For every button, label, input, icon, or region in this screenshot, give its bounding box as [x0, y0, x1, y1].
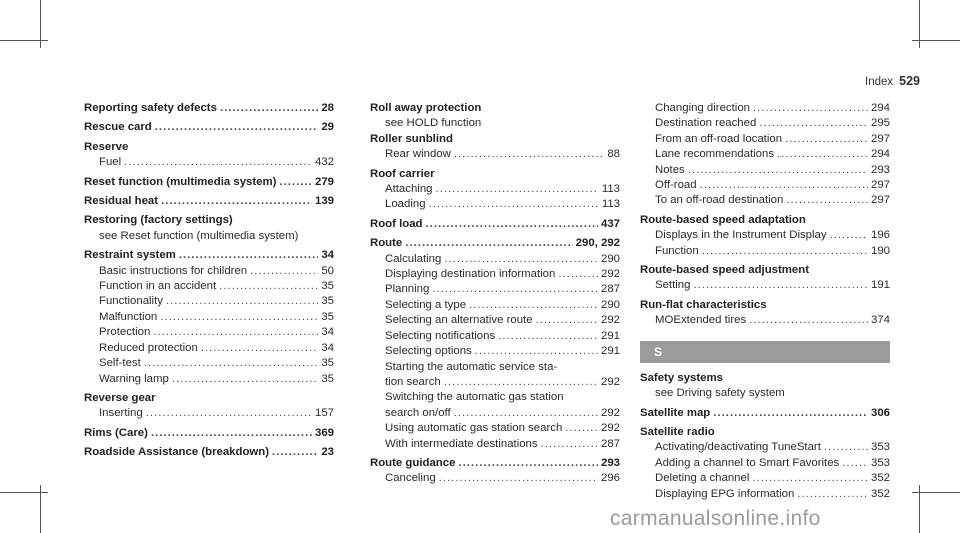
index-heading: Satellite radio	[640, 425, 715, 438]
index-entry[interactable]: Rims (Care) ..... 369	[84, 426, 334, 441]
index-heading: Reserve	[84, 140, 129, 153]
index-subentry[interactable]: Loading ..... 113	[370, 197, 620, 212]
index-subentry[interactable]: Selecting notifications ..... 291	[370, 329, 620, 344]
see-reference[interactable]: see Reset function (multimedia system)	[99, 229, 299, 242]
index-subentry[interactable]: Rear window ..... 88	[370, 147, 620, 162]
index-heading: Run-flat characteristics	[640, 298, 767, 311]
index-subentry[interactable]: To an off-road destination ..... 297	[640, 193, 890, 208]
index-subentry[interactable]: Attaching ..... 113	[370, 182, 620, 197]
see-reference[interactable]: see Driving safety system	[655, 387, 785, 400]
index-heading: Route-based speed adjustment	[640, 264, 809, 277]
index-subentry[interactable]: Canceling ..... 296	[370, 471, 620, 486]
index-subentry[interactable]: Deleting a channel ..... 352	[640, 471, 890, 486]
index-heading: Route-based speed adaptation	[640, 213, 806, 226]
index-entry[interactable]: Reporting safety defects ..... 28	[84, 101, 334, 116]
index-subentry[interactable]: Setting ..... 191	[640, 278, 890, 293]
crop-mark	[0, 492, 48, 493]
index-entry[interactable]: Roof load ..... 437	[370, 217, 620, 232]
index-subentry-line[interactable]: Starting the automatic service sta-	[385, 360, 558, 373]
index-entry[interactable]: Route ..... 290, 292	[370, 236, 620, 251]
index-subentry[interactable]: Selecting a type ..... 290	[370, 298, 620, 313]
index-subentry[interactable]: Warning lamp ..... 35	[84, 372, 334, 387]
index-entry[interactable]: Route guidance ..... 293	[370, 456, 620, 471]
index-subentry[interactable]: Self-test ..... 35	[84, 356, 334, 371]
index-subentry[interactable]: Malfunction ..... 35	[84, 310, 334, 325]
crop-mark	[912, 492, 960, 493]
page-title: Index	[865, 76, 894, 88]
section-letter-bar: S	[640, 341, 890, 363]
index-subentry[interactable]: Planning ..... 287	[370, 282, 620, 297]
index-subentry[interactable]: MOExtended tires ..... 374	[640, 313, 890, 328]
index-subentry[interactable]: Adding a channel to Smart Favorites ..... 353	[640, 456, 890, 471]
index-subentry[interactable]: Changing direction ..... 294	[640, 101, 890, 116]
index-heading: Roll away protection	[370, 102, 482, 114]
index-entry[interactable]: Roadside Assistance (breakdown) ..... 23	[84, 445, 334, 460]
index-entry[interactable]: Restraint system ..... 34	[84, 248, 334, 263]
index-heading: Safety systems	[640, 371, 723, 384]
index-column-2	[370, 101, 620, 487]
page-header	[865, 74, 920, 88]
index-subentry[interactable]: Basic instructions for children ..... 50	[84, 264, 334, 279]
index-column-3	[640, 101, 890, 502]
index-subentry[interactable]: Calculating ..... 290	[370, 252, 620, 267]
index-subentry[interactable]: Displaying EPG information ..... 352	[640, 487, 890, 502]
index-subentry[interactable]: Selecting options ..... 291	[370, 344, 620, 359]
index-subentry[interactable]: Using automatic gas station search ..... 292	[370, 421, 620, 436]
index-subentry[interactable]: Function ..... 190	[640, 244, 890, 259]
index-subentry[interactable]: Inserting ..... 157	[84, 406, 334, 421]
index-heading: Roof carrier	[370, 167, 435, 180]
page-number: 529	[899, 74, 920, 88]
index-entry[interactable]: Reset function (multimedia system) ..... 279	[84, 175, 334, 190]
watermark-text: carmanualsonline.info	[610, 507, 821, 530]
index-subentry[interactable]: Notes ..... 293	[640, 163, 890, 178]
index-subentry[interactable]: search on/off ..... 292	[370, 406, 620, 421]
index-subentry[interactable]: Off-road ..... 297	[640, 178, 890, 193]
index-entry[interactable]: Rescue card ..... 29	[84, 120, 334, 135]
index-subentry[interactable]: Destination reached ..... 295	[640, 116, 890, 131]
index-subentry[interactable]: Lane recommendations ..... 294	[640, 147, 890, 162]
index-subentry[interactable]: Selecting an alternative route ..... 292	[370, 313, 620, 328]
index-entry[interactable]: Residual heat ..... 139	[84, 194, 334, 209]
index-subentry[interactable]: Protection ..... 34	[84, 325, 334, 340]
index-heading: Restoring (factory settings)	[84, 214, 233, 227]
crop-mark	[912, 40, 960, 41]
index-subentry[interactable]: Functionality ..... 35	[84, 294, 334, 309]
index-subentry[interactable]: Reduced protection ..... 34	[84, 341, 334, 356]
index-subentry[interactable]: Activating/deactivating TuneStart ..... 353	[640, 440, 890, 455]
index-entry[interactable]: Satellite map ..... 306	[640, 406, 890, 421]
index-subentry-line[interactable]: Switching the automatic gas station	[385, 391, 564, 404]
index-heading: Roller sunblind	[370, 132, 453, 145]
index-subentry[interactable]: Displays in the Instrument Display ..... 196	[640, 228, 890, 243]
index-subentry[interactable]: Function in an accident ..... 35	[84, 279, 334, 294]
index-column-1	[84, 101, 334, 461]
crop-mark	[0, 40, 48, 41]
see-reference[interactable]: see HOLD function	[385, 117, 482, 130]
index-subentry[interactable]: Displaying destination information ..... 292	[370, 267, 620, 282]
index-heading: Reverse gear	[84, 391, 156, 404]
index-subentry[interactable]: From an off-road location ..... 297	[640, 132, 890, 147]
index-subentry[interactable]: Fuel ..... 432	[84, 155, 334, 170]
index-subentry[interactable]: With intermediate destinations ..... 287	[370, 437, 620, 452]
index-subentry[interactable]: tion search ..... 292	[370, 375, 620, 390]
